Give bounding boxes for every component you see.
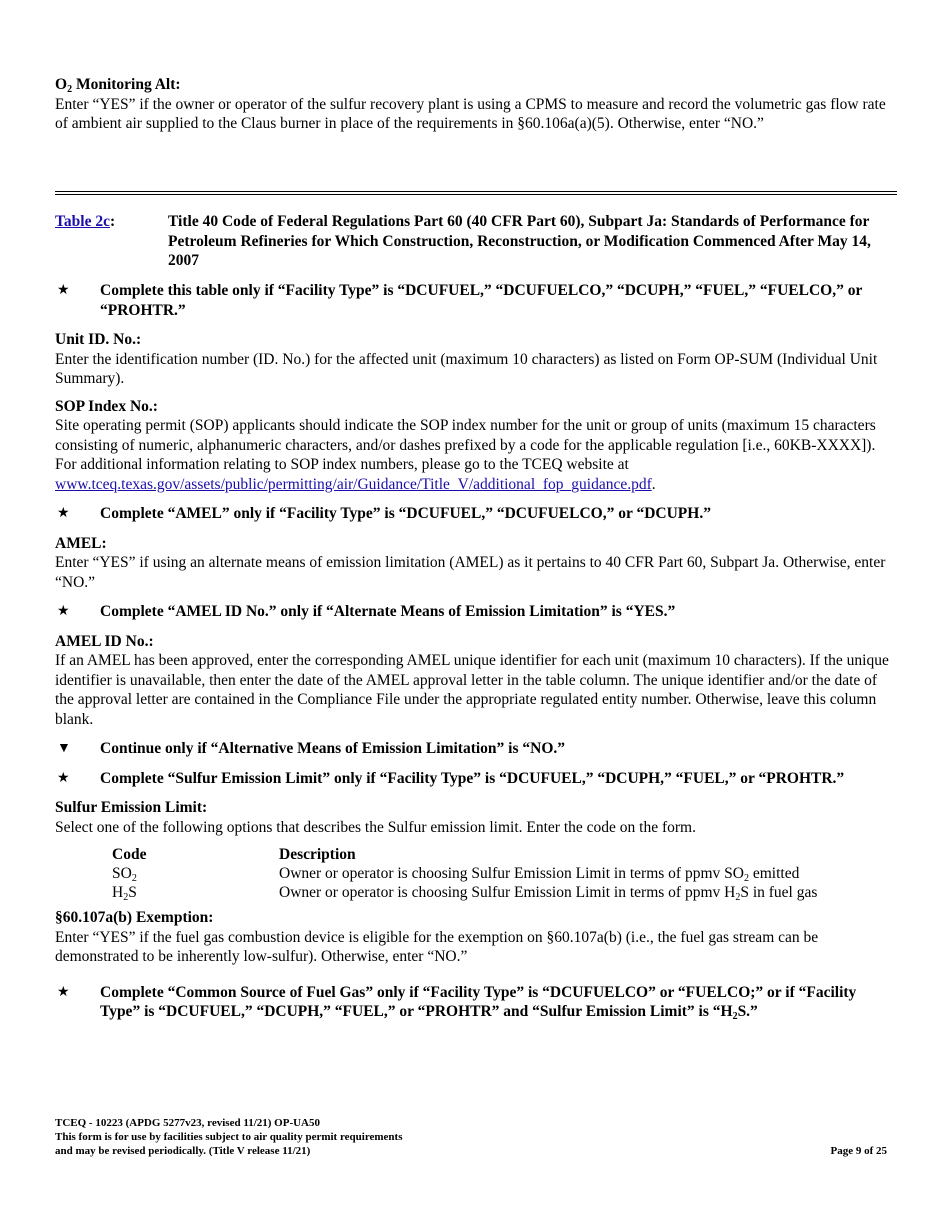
- amel-section: [55, 534, 895, 593]
- section-divider: [55, 191, 897, 195]
- page-number: Page 9 of 25: [830, 1145, 887, 1157]
- o2-monitoring-section: [55, 75, 895, 134]
- table-row: [112, 883, 817, 902]
- code-cell: $SO_2$: [112, 865, 137, 884]
- unit-id-section: [55, 330, 895, 389]
- unit-id-body: Enter the identification number (ID. No.) for the affected unit (maximum 10 characters) as listed on Form OP-SUM (Individual Unit Summary).: [55, 350, 878, 387]
- note-complete-table: ★ Complete this table only if “Facility Type” is “DCUFUEL,” “DCUFUELCO,” “DCUPH,” “FUEL,” “FUELCO,” or “PROHTR.”: [57, 282, 863, 319]
- amel-id-body: If an AMEL has been approved, enter the corresponding AMEL unique identifier for each unit (maximum 10 characters). If the unique identifier is unavailable, then enter the date of the AMEL approval letter in the table column. The unique identifier and/or the date of the approval letter are contained in the Compliance File under the appropriate regulated entity number. Otherwise, leave this column blank.: [55, 652, 889, 728]
- amel-id-heading: AMEL ID No.:: [55, 632, 154, 650]
- table-2c-link[interactable]: Table 2c: [55, 213, 110, 230]
- note-complete-sulfur-limit: ★ Complete “Sulfur Emission Limit” only if “Facility Type” is “DCUFUEL,” “DCUPH,” “FUEL,” or “PROHTR.”: [57, 769, 845, 787]
- note-complete-common-source: ★ Complete “Common Source of Fuel Gas” only if “Facility Type” is “DCUFUELCO” or “FUELCO;” or if “Facility Type” is “DCUFUEL,” “DCUPH,” “FUEL,” or “PROHTR” and “Sulfur Emission Limit” is “$H_2S$.”: [57, 983, 857, 1022]
- amel-id-section: [55, 632, 895, 730]
- star-icon: ★: [57, 604, 70, 619]
- tceq-guidance-link[interactable]: www.tceq.texas.gov/assets/public/permitting/air/Guidance/Title_V/additional_fop_guidance.pdf: [55, 475, 652, 493]
- sulfur-limit-heading: Sulfur Emission Limit:: [55, 799, 208, 816]
- table-title-text: Title 40 Code of Federal Regulations Part 60 (40 CFR Part 60), Subpart Ja: Standards of Performance for Petroleum Refineries for Which Construction, Reconstruction, or Modification Commenced After May 14, 2007: [168, 213, 871, 269]
- description-cell: Owner or operator is choosing Sulfur Emission Limit in terms of ppmv $H_2S$ in fuel gas: [279, 884, 818, 903]
- page-footer: [55, 1116, 887, 1158]
- exemption-body: Enter “YES” if the fuel gas combustion device is eligible for the exemption on §60.107a(b) (i.e., the fuel gas stream can be demonstrated to be inherently low-sulfur). Otherwise, enter “NO.”: [55, 928, 819, 965]
- table-row: [112, 864, 817, 883]
- main-content: [55, 281, 895, 1032]
- unit-id-heading: Unit ID. No.:: [55, 331, 142, 348]
- table-header-row: [112, 845, 817, 864]
- o2-monitoring-heading: $O_2$ Monitoring Alt:: [55, 76, 181, 95]
- star-icon: ★: [57, 984, 70, 1000]
- sulfur-limit-section: [55, 798, 895, 902]
- note-complete-amel: ★ Complete “AMEL” only if “Facility Type” is “DCUFUEL,” “DCUFUELCO,” or “DCUPH.”: [57, 505, 711, 522]
- sop-heading: SOP Index No.:: [55, 397, 158, 415]
- footer-revision-note: and may be revised periodically. (Title V release 11/21): [55, 1145, 311, 1157]
- note-continue-only: ▼ Continue only if “Alternative Means of Emission Limitation” is “NO.”: [57, 740, 566, 757]
- sop-body: Site operating permit (SOP) applicants should indicate the SOP index number for the unit or group of units (maximum 15 characters consisting of numeric, alphanumeric characters, and/or dashes prefixed by a code for the applicable regulation [i.e., 60KB-XXXX]). For additional information relating to SOP index numbers, please go to the TCEQ website at www.tceq.texas.gov/assets/public/permitting/air/Guidance/Title_V/additional_fop_guidance.pdf.: [55, 417, 876, 493]
- amel-heading: AMEL:: [55, 534, 107, 552]
- star-icon: ★: [57, 506, 70, 521]
- table-title: [55, 212, 895, 271]
- description-cell: Owner or operator is choosing Sulfur Emission Limit in terms of ppmv $SO_2$ emitted: [279, 865, 800, 884]
- amel-body: Enter “YES” if using an alternate means of emission limitation (AMEL) as it pertains to 40 CFR Part 60, Subpart Ja. Otherwise, enter “NO.”: [55, 554, 886, 591]
- exemption-section: [55, 908, 895, 967]
- description-column-header: Description: [279, 846, 356, 863]
- star-icon: ★: [57, 283, 70, 298]
- sulfur-limit-body: Select one of the following options that describes the Sulfur emission limit. Enter the code on the form.: [55, 818, 696, 836]
- o2-monitoring-body: Enter “YES” if the owner or operator of the sulfur recovery plant is using a CPMS to measure and record the volumetric gas flow rate of ambient air supplied to the Claus burner in place of the requirements in §60.106a(a)(5). Otherwise, enter “NO.”: [55, 95, 886, 132]
- triangle-down-icon: ▼: [57, 741, 71, 756]
- sulfur-code-table: [112, 845, 817, 902]
- code-cell: $H_2S$: [112, 884, 137, 903]
- table-label: Table 2c:: [55, 213, 116, 230]
- footer-usage-note: This form is for use by facilities subject to air quality permit requirements: [55, 1131, 403, 1143]
- sop-section: [55, 397, 895, 495]
- note-complete-amel-id: ★ Complete “AMEL ID No.” only if “Alternate Means of Emission Limitation” is “YES.”: [57, 603, 676, 620]
- footer-form-id: TCEQ - 10223 (APDG 5277v23, revised 11/21) OP-UA50: [55, 1117, 321, 1129]
- exemption-heading: §60.107a(b) Exemption:: [55, 909, 214, 926]
- code-column-header: Code: [112, 846, 147, 863]
- star-icon: ★: [57, 770, 70, 786]
